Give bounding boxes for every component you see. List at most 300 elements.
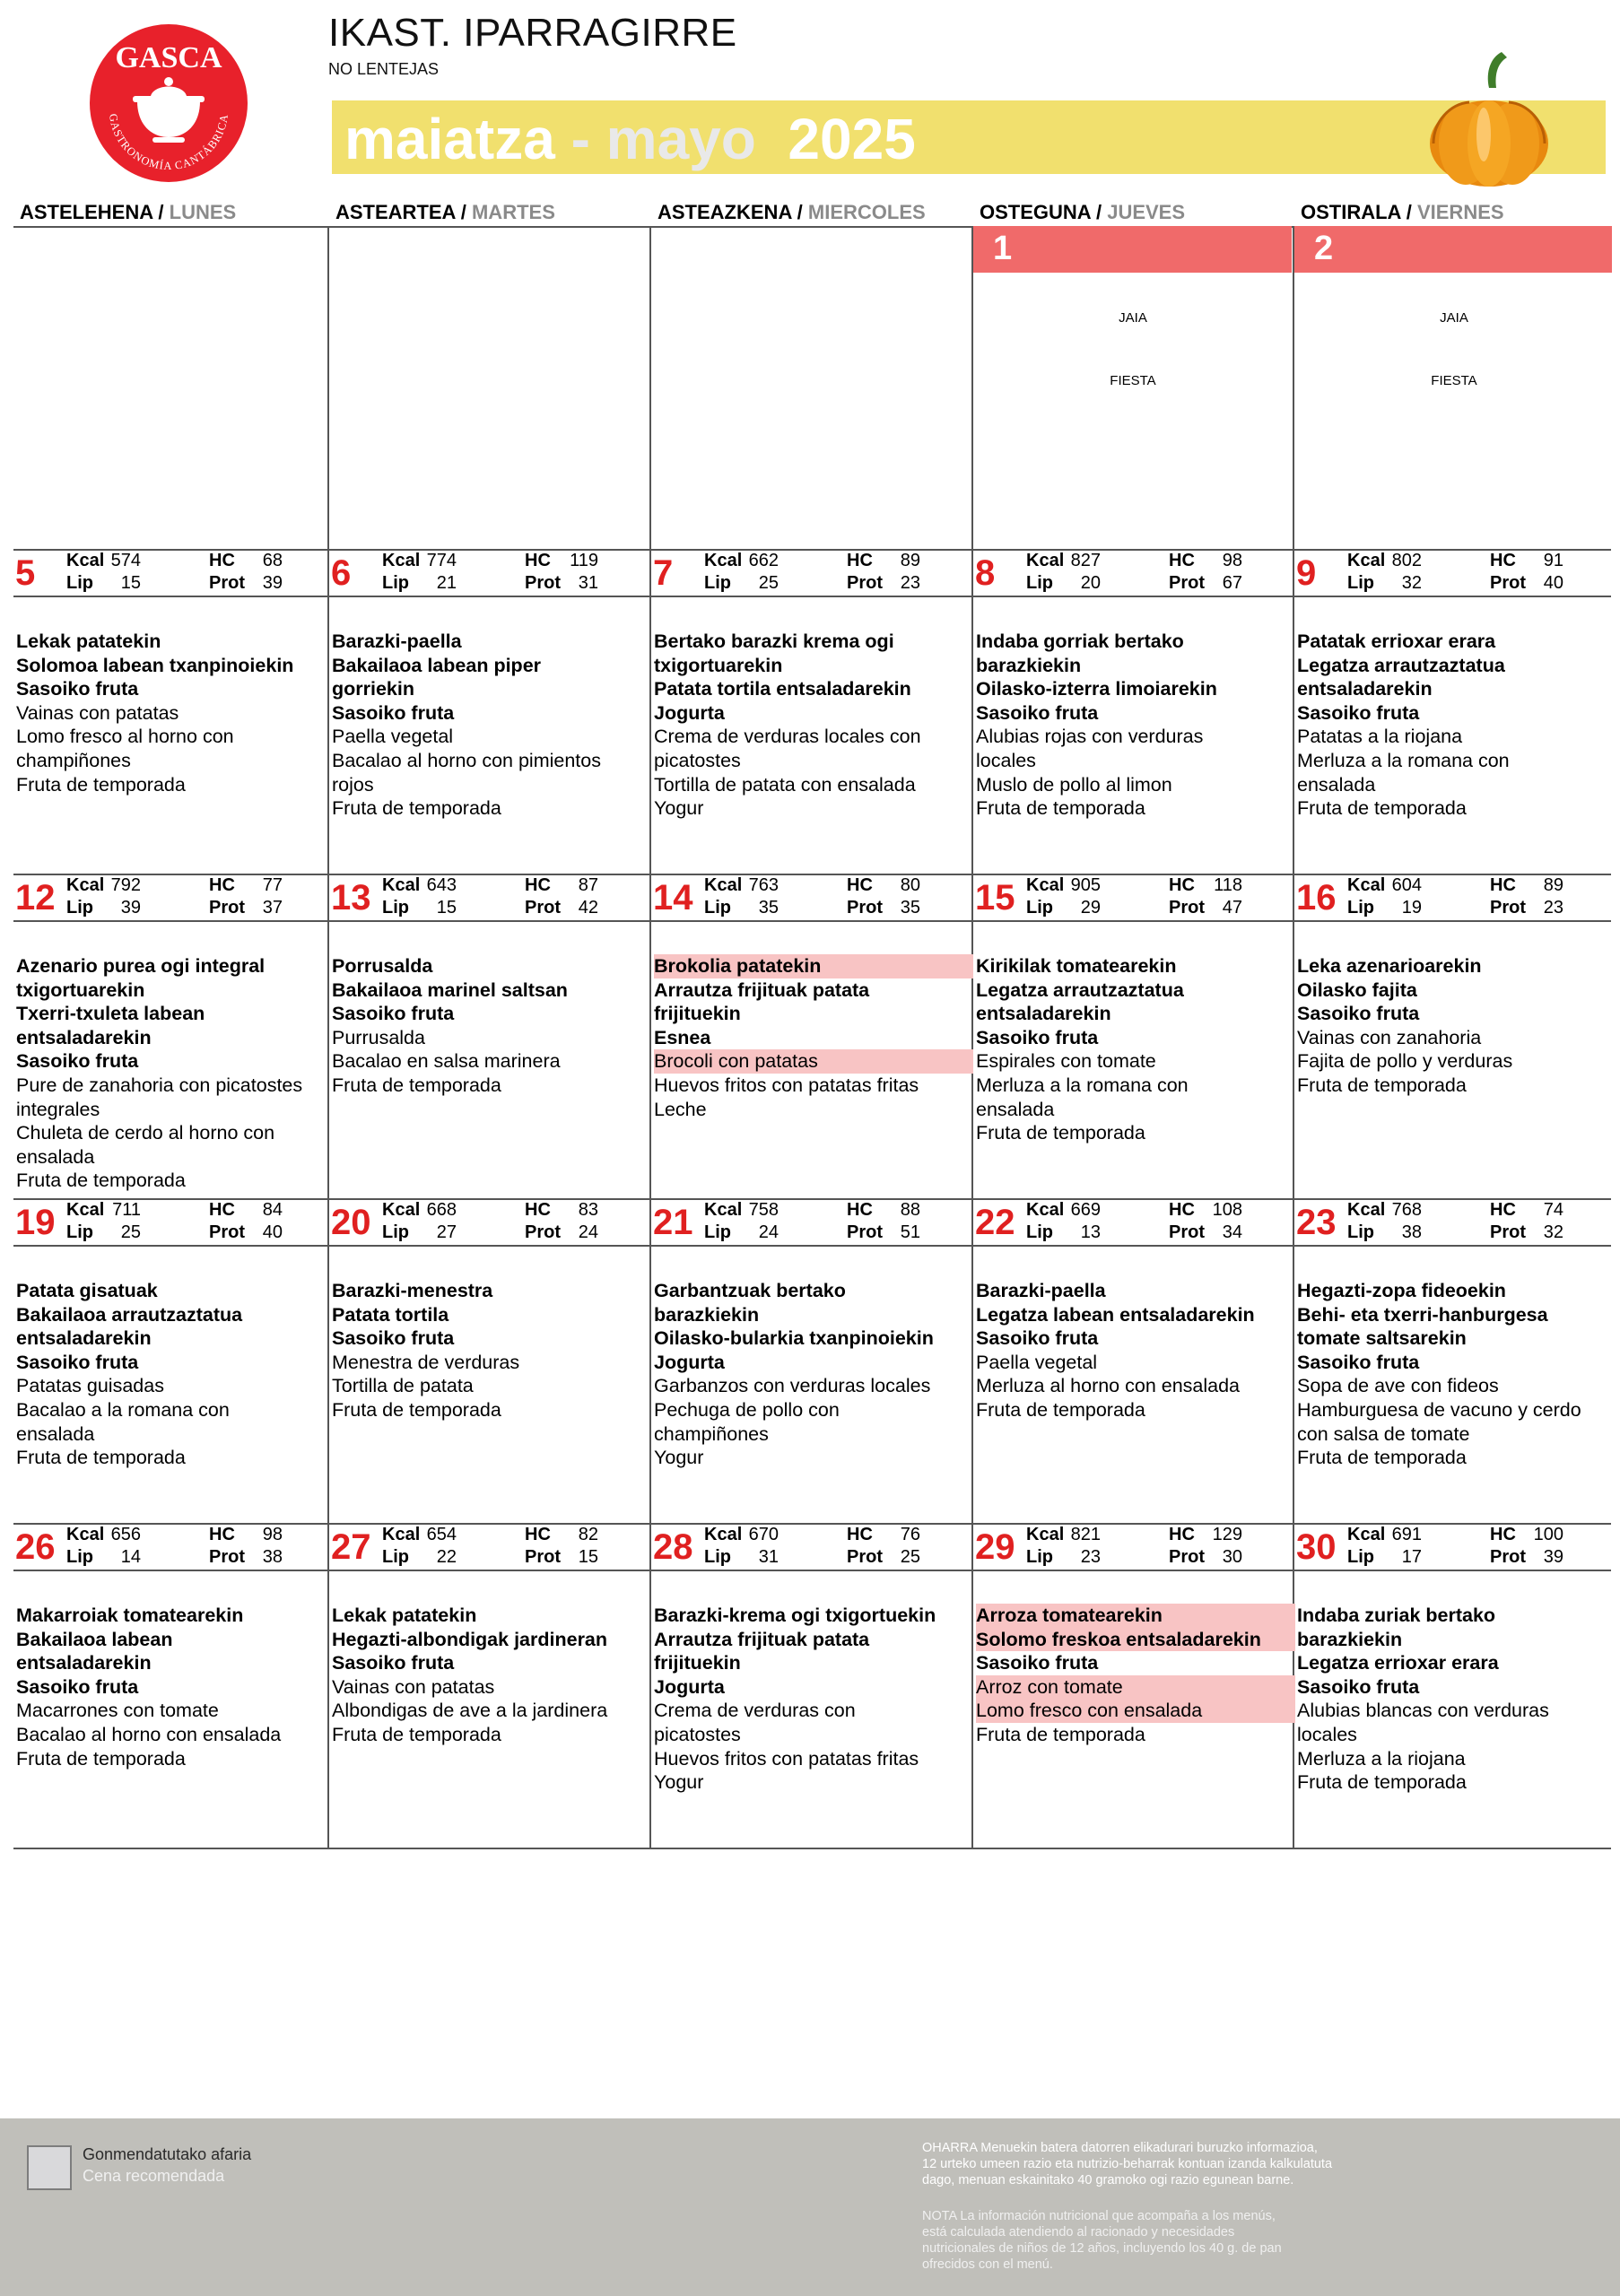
hc-value: 82 xyxy=(578,1525,598,1544)
prot-label: Prot xyxy=(209,1222,245,1242)
menu-line-eu: Oilasko fajita xyxy=(1297,978,1417,1001)
lip-value: 24 xyxy=(758,1222,779,1242)
hc-label: HC xyxy=(209,551,235,570)
menu-line-es: Sopa de ave con fideos xyxy=(1297,1375,1499,1397)
prot-label: Prot xyxy=(209,898,245,918)
menu-line-eu: Barazki-krema ogi txigortuekin xyxy=(654,1605,936,1626)
kcal-value: 643 xyxy=(426,875,457,895)
menu-line-eu: Sasoiko fruta xyxy=(976,701,1099,724)
prot-label: Prot xyxy=(1169,1222,1205,1242)
day-number: 1 xyxy=(993,230,1013,267)
date-number: 9 xyxy=(1296,553,1317,593)
menu-line-eu: Jogurta xyxy=(654,701,725,724)
date-number: 7 xyxy=(653,553,674,593)
holiday-eu: JAIA xyxy=(1440,310,1468,326)
day-number: 2 xyxy=(1314,230,1334,267)
weekday-eu: ASTEARTEA xyxy=(335,201,456,223)
kcal-value: 821 xyxy=(1070,1525,1101,1544)
menu-line-es: champiñones xyxy=(16,749,131,771)
kcal-value: 656 xyxy=(110,1525,141,1544)
hc-label: HC xyxy=(847,1200,873,1220)
day-menu xyxy=(654,954,973,1121)
kcal-value: 670 xyxy=(748,1525,779,1544)
hc-label: HC xyxy=(525,551,551,570)
menu-subtitle: NO LENTEJAS xyxy=(328,60,440,78)
menu-line-eu: entsaladarekin xyxy=(16,1026,152,1048)
menu-line-es: Hamburguesa de vacuno y cerdo xyxy=(1297,1398,1581,1421)
menu-line-eu: Sasoiko fruta xyxy=(332,1327,455,1350)
prot-label: Prot xyxy=(847,1222,883,1242)
day-menu xyxy=(332,1604,651,1747)
menu-line-eu: txigortuarekin xyxy=(654,654,783,676)
day-menu xyxy=(976,954,1295,1145)
menu-line-es: Albondigas de ave a la jardinera xyxy=(332,1700,608,1722)
prot-label: Prot xyxy=(1169,1547,1205,1567)
date-number: 13 xyxy=(331,878,371,918)
kcal-label: Kcal xyxy=(382,551,421,570)
prot-value: 25 xyxy=(900,1547,920,1567)
menu-line-eu: Kirikilak tomatearekin xyxy=(976,955,1177,977)
month-sep: - xyxy=(554,107,606,171)
menu-line-eu: Barazki-paella xyxy=(976,1280,1106,1301)
kcal-value: 604 xyxy=(1391,875,1422,895)
menu-line-eu: Legatza labean entsaladarekin xyxy=(976,1303,1255,1326)
menu-line-eu: Leka azenarioarekin xyxy=(1297,955,1482,977)
menu-line-eu: barazkiekin xyxy=(1297,1628,1403,1650)
hc-label: HC xyxy=(1169,1200,1195,1220)
menu-line-es: Bacalao al horno con ensalada xyxy=(16,1723,282,1745)
menu-line-es: Fruta de temporada xyxy=(16,773,186,796)
holiday-es: FIESTA xyxy=(1110,373,1156,388)
day-menu xyxy=(654,1604,973,1795)
weekday-es: MIERCOLES xyxy=(807,201,926,223)
menu-line-es: Huevos fritos con patatas fritas xyxy=(654,1747,919,1770)
prot-value: 34 xyxy=(1222,1222,1242,1242)
kcal-label: Kcal xyxy=(66,551,105,570)
menu-line-eu: entsaladarekin xyxy=(16,1327,152,1350)
menu-line-es: ensalada xyxy=(16,1422,95,1445)
date-number: 8 xyxy=(975,553,996,593)
hc-value: 68 xyxy=(262,551,283,570)
menu-line-eu: entsaladarekin xyxy=(16,1652,152,1674)
hc-value: 100 xyxy=(1533,1525,1563,1544)
hc-value: 80 xyxy=(900,875,920,895)
menu-line-eu: Oilasko-izterra limoiarekin xyxy=(976,678,1217,700)
kcal-label: Kcal xyxy=(66,875,105,895)
kcal-value: 654 xyxy=(426,1525,457,1544)
menu-line-es: Fruta de temporada xyxy=(332,1074,501,1096)
hc-label: HC xyxy=(1169,1525,1195,1544)
menu-line-eu: Sasoiko fruta xyxy=(1297,701,1420,724)
lip-label: Lip xyxy=(1347,1222,1374,1242)
lip-label: Lip xyxy=(382,898,409,918)
menu-line-eu: Porrusalda xyxy=(332,955,433,977)
kcal-label: Kcal xyxy=(704,551,743,570)
prot-value: 24 xyxy=(578,1222,598,1242)
menu-line-eu: Solomo freskoa entsaladarekin xyxy=(976,1628,1295,1652)
menu-line-eu: Solomoa labean txanpinoiekin xyxy=(16,654,294,676)
kcal-label: Kcal xyxy=(704,1200,743,1220)
date-number: 29 xyxy=(975,1527,1015,1567)
lip-value: 13 xyxy=(1080,1222,1101,1242)
kcal-label: Kcal xyxy=(1026,875,1065,895)
menu-line-eu: frijituekin xyxy=(654,1652,741,1674)
lip-value: 15 xyxy=(436,898,457,918)
lip-label: Lip xyxy=(704,1547,731,1567)
menu-line-eu: Sasoiko fruta xyxy=(16,1675,139,1698)
month-banner xyxy=(332,100,1606,174)
weekday-es: VIERNES xyxy=(1416,201,1504,223)
lip-label: Lip xyxy=(66,1547,93,1567)
menu-line-eu: tomate saltsarekin xyxy=(1297,1327,1467,1350)
weekday-header xyxy=(1301,201,1504,224)
menu-line-es: Pechuga de pollo con xyxy=(654,1398,840,1421)
weekday-sep: / xyxy=(791,201,808,223)
hc-value: 88 xyxy=(900,1200,920,1220)
menu-line-eu: Sasoiko fruta xyxy=(16,678,139,700)
menu-line-es: Fruta de temporada xyxy=(1297,797,1467,820)
kcal-label: Kcal xyxy=(1026,1525,1065,1544)
lip-value: 39 xyxy=(120,898,141,918)
weekday-es: JUEVES xyxy=(1107,201,1186,223)
kcal-label: Kcal xyxy=(1347,1525,1386,1544)
lip-value: 14 xyxy=(120,1547,141,1567)
lip-label: Lip xyxy=(382,1222,409,1242)
weekday-sep: / xyxy=(1090,201,1108,223)
kcal-label: Kcal xyxy=(704,875,743,895)
menu-line-eu: Lekak patatekin xyxy=(332,1605,477,1626)
day-menu xyxy=(332,954,651,1098)
menu-line-eu: Legatza arrautzaztatua xyxy=(1297,654,1505,676)
menu-line-es: Fruta de temporada xyxy=(1297,1074,1467,1096)
day-menu xyxy=(976,1279,1295,1422)
prot-value: 39 xyxy=(1543,1547,1563,1567)
menu-line-es: Fruta de temporada xyxy=(16,1170,186,1192)
menu-line-eu: Hegazti-zopa fideoekin xyxy=(1297,1280,1506,1301)
pumpkin-illustration xyxy=(1426,45,1552,188)
menu-line-eu: Sasoiko fruta xyxy=(332,701,455,724)
menu-line-es: Brocoli con patatas xyxy=(654,1049,973,1074)
menu-line-es: con salsa de tomate xyxy=(1297,1422,1470,1445)
hc-label: HC xyxy=(525,1200,551,1220)
menu-line-es: Merluza a la romana con xyxy=(976,1074,1189,1096)
hc-label: HC xyxy=(847,551,873,570)
hc-value: 74 xyxy=(1543,1200,1563,1220)
hc-value: 89 xyxy=(900,551,920,570)
kcal-value: 802 xyxy=(1391,551,1422,570)
menu-line-eu: Sasoiko fruta xyxy=(1297,1351,1420,1373)
menu-line-es: Fruta de temporada xyxy=(16,1747,186,1770)
kcal-value: 669 xyxy=(1070,1200,1101,1220)
prot-value: 31 xyxy=(578,573,598,593)
menu-line-es: rojos xyxy=(332,773,374,796)
lip-value: 32 xyxy=(1401,573,1422,593)
kcal-value: 662 xyxy=(748,551,779,570)
month-eu: maiatza xyxy=(344,107,555,171)
lip-label: Lip xyxy=(1026,1547,1053,1567)
menu-line-es: Menestra de verduras xyxy=(332,1351,520,1373)
prot-label: Prot xyxy=(847,573,883,593)
day-menu xyxy=(16,630,335,796)
hc-value: 98 xyxy=(1222,551,1242,570)
menu-line-es: Paella vegetal xyxy=(332,726,454,748)
menu-line-eu: barazkiekin xyxy=(654,1303,760,1326)
day-menu xyxy=(16,1604,335,1770)
hc-value: 118 xyxy=(1214,875,1242,895)
prot-value: 40 xyxy=(262,1222,283,1242)
menu-line-es: Fruta de temporada xyxy=(976,1398,1145,1421)
menu-line-eu: Bakailaoa marinel saltsan xyxy=(332,978,568,1001)
prot-value: 51 xyxy=(900,1222,920,1242)
menu-line-es: ensalada xyxy=(1297,773,1376,796)
date-number: 6 xyxy=(331,553,352,593)
menu-line-eu: Patata tortila entsaladarekin xyxy=(654,678,911,700)
menu-line-es: Leche xyxy=(654,1098,707,1120)
prot-label: Prot xyxy=(209,1547,245,1567)
prot-value: 42 xyxy=(578,898,598,918)
prot-value: 40 xyxy=(1543,573,1563,593)
menu-line-es: Fruta de temporada xyxy=(332,1723,501,1745)
weekday-sep: / xyxy=(152,201,170,223)
menu-line-es: Vainas con patatas xyxy=(332,1675,495,1698)
menu-line-es: Yogur xyxy=(654,797,704,820)
hc-label: HC xyxy=(209,1525,235,1544)
menu-line-es: Lomo fresco al horno con xyxy=(16,726,234,748)
day-menu xyxy=(976,630,1295,821)
hc-label: HC xyxy=(1490,551,1516,570)
kcal-label: Kcal xyxy=(66,1525,105,1544)
menu-line-es: Garbanzos con verduras locales xyxy=(654,1375,931,1397)
menu-line-es: picatostes xyxy=(654,1723,741,1745)
weekday-eu: ASTEAZKENA xyxy=(658,201,792,223)
menu-line-es: Fruta de temporada xyxy=(976,797,1145,820)
month-es: mayo xyxy=(605,107,756,171)
menu-line-es: Merluza a la riojana xyxy=(1297,1747,1466,1770)
menu-line-es: Bacalao en salsa marinera xyxy=(332,1050,561,1073)
menu-line-eu: Patata tortila xyxy=(332,1303,449,1326)
hc-value: 87 xyxy=(578,875,598,895)
menu-line-es: picatostes xyxy=(654,749,741,771)
lip-value: 27 xyxy=(436,1222,457,1242)
legend-eu: Gonmendatutako afaria xyxy=(83,2145,252,2163)
gasca-logo xyxy=(88,22,249,184)
menu-line-eu: barazkiekin xyxy=(976,654,1082,676)
menu-line-es: Patatas a la riojana xyxy=(1297,726,1463,748)
menu-line-es: Bacalao al horno con pimientos xyxy=(332,749,601,771)
kcal-value: 711 xyxy=(112,1200,141,1220)
date-number: 5 xyxy=(15,553,36,593)
note-eu: OHARRA Menuekin batera datorren elikadurari buruzko informazioa, 12 urteko umeen razio eta nutrizio-beharrak kontuan izanda kalkulatuta dago, menuan eskainitako 40 gramoko ogi razio egunean barne. xyxy=(922,2141,1333,2187)
menu-line-eu: Sasoiko fruta xyxy=(976,1026,1099,1048)
hc-label: HC xyxy=(209,1200,235,1220)
prot-label: Prot xyxy=(1490,898,1526,918)
prot-label: Prot xyxy=(525,573,561,593)
lip-label: Lip xyxy=(704,898,731,918)
menu-line-eu: Legatza errioxar erara xyxy=(1297,1652,1499,1674)
kcal-value: 827 xyxy=(1070,551,1101,570)
menu-line-es: Fruta de temporada xyxy=(976,1723,1145,1745)
day-menu xyxy=(1297,1279,1616,1470)
prot-value: 32 xyxy=(1543,1222,1563,1242)
lip-label: Lip xyxy=(1347,573,1374,593)
prot-value: 67 xyxy=(1222,573,1242,593)
kcal-label: Kcal xyxy=(704,1525,743,1544)
date-number: 15 xyxy=(975,878,1015,918)
lip-label: Lip xyxy=(1347,898,1374,918)
menu-line-es: champiñones xyxy=(654,1422,769,1445)
menu-line-es: Patatas guisadas xyxy=(16,1375,164,1397)
date-number: 19 xyxy=(15,1203,56,1242)
kcal-label: Kcal xyxy=(1347,551,1386,570)
prot-value: 38 xyxy=(262,1547,283,1567)
menu-line-es: Huevos fritos con patatas fritas xyxy=(654,1074,919,1096)
prot-value: 30 xyxy=(1222,1547,1242,1567)
weekday-sep: / xyxy=(1400,201,1417,223)
row-bottom-rule xyxy=(13,1570,1611,1571)
kcal-value: 758 xyxy=(748,1200,779,1220)
legend-swatch xyxy=(27,2145,72,2190)
lip-value: 22 xyxy=(436,1547,457,1567)
prot-label: Prot xyxy=(1490,1547,1526,1567)
day-menu xyxy=(1297,1604,1616,1795)
menu-line-eu: Txerri-txuleta labean xyxy=(16,1003,205,1025)
kcal-value: 668 xyxy=(426,1200,457,1220)
hc-value: 83 xyxy=(578,1200,598,1220)
menu-line-eu: Barazki-paella xyxy=(332,631,462,652)
menu-line-eu: Jogurta xyxy=(654,1351,725,1373)
weekday-header xyxy=(980,201,1185,224)
kcal-value: 792 xyxy=(110,875,141,895)
menu-line-eu: Bakailaoa labean piper xyxy=(332,654,542,676)
menu-line-es: Fruta de temporada xyxy=(976,1122,1145,1144)
kcal-value: 574 xyxy=(110,551,141,570)
prot-value: 15 xyxy=(578,1547,598,1567)
prot-label: Prot xyxy=(525,1547,561,1567)
lip-label: Lip xyxy=(1347,1547,1374,1567)
menu-line-es: Crema de verduras con xyxy=(654,1700,856,1722)
menu-line-es: Alubias blancas con verduras xyxy=(1297,1700,1549,1722)
date-number: 12 xyxy=(15,878,56,918)
menu-line-eu: Makarroiak tomatearekin xyxy=(16,1605,244,1626)
hc-label: HC xyxy=(525,875,551,895)
day-menu xyxy=(332,630,651,821)
day-menu xyxy=(976,1604,1295,1747)
kcal-value: 768 xyxy=(1391,1200,1422,1220)
lip-label: Lip xyxy=(1026,1222,1053,1242)
menu-line-es: Yogur xyxy=(654,1771,704,1794)
menu-line-es: Arroz con tomate xyxy=(976,1675,1295,1700)
menu-line-eu: Sasoiko fruta xyxy=(1297,1003,1420,1025)
prot-value: 35 xyxy=(900,898,920,918)
menu-line-eu: Sasoiko fruta xyxy=(1297,1675,1420,1698)
menu-line-es: Fruta de temporada xyxy=(1297,1447,1467,1469)
menu-line-eu: Brokolia patatekin xyxy=(654,954,973,978)
kcal-value: 691 xyxy=(1391,1525,1422,1544)
date-number: 27 xyxy=(331,1527,371,1567)
prot-label: Prot xyxy=(1169,573,1205,593)
legend-es: Cena recomendada xyxy=(83,2167,225,2185)
hc-value: 119 xyxy=(570,551,598,570)
menu-line-es: ensalada xyxy=(16,1145,95,1168)
menu-line-eu: gorriekin xyxy=(332,678,414,700)
hc-label: HC xyxy=(525,1525,551,1544)
menu-line-eu: Bakailaoa labean xyxy=(16,1628,173,1650)
menu-line-eu: entsaladarekin xyxy=(1297,678,1433,700)
weekday-header xyxy=(20,201,236,224)
menu-line-es: Fajita de pollo y verduras xyxy=(1297,1050,1513,1073)
day-bar-2 xyxy=(1294,226,1612,273)
row-bottom-rule xyxy=(13,1245,1611,1247)
prot-value: 39 xyxy=(262,573,283,593)
menu-line-eu: Jogurta xyxy=(654,1675,725,1698)
logo-text: GASCA xyxy=(115,41,222,74)
menu-line-es: Purrusalda xyxy=(332,1026,425,1048)
date-number: 22 xyxy=(975,1203,1015,1242)
menu-line-eu: Legatza arrautzaztatua xyxy=(976,978,1184,1001)
menu-line-es: Vainas con zanahoria xyxy=(1297,1026,1482,1048)
menu-line-es: Fruta de temporada xyxy=(1297,1771,1467,1794)
menu-line-eu: frijituekin xyxy=(654,1003,741,1025)
menu-line-eu: Sasoiko fruta xyxy=(16,1050,139,1073)
menu-line-es: integrales xyxy=(16,1098,100,1120)
menu-line-eu: Arrautza frijituak patata xyxy=(654,978,870,1001)
school-name: IKAST. IPARRAGIRRE xyxy=(328,11,737,55)
menu-line-eu: Hegazti-albondigak jardineran xyxy=(332,1628,608,1650)
kcal-value: 763 xyxy=(748,875,779,895)
lip-label: Lip xyxy=(704,573,731,593)
hc-value: 77 xyxy=(262,875,283,895)
lip-value: 20 xyxy=(1080,573,1101,593)
prot-label: Prot xyxy=(1490,1222,1526,1242)
menu-line-es: Macarrones con tomate xyxy=(16,1700,219,1722)
menu-line-eu: Patata gisatuak xyxy=(16,1280,158,1301)
lip-label: Lip xyxy=(66,573,93,593)
table-bottom-rule xyxy=(13,1848,1611,1849)
row-bottom-rule xyxy=(13,596,1611,597)
menu-line-eu: Lekak patatekin xyxy=(16,631,161,652)
menu-line-eu: Sasoiko fruta xyxy=(976,1652,1099,1674)
row-bottom-rule xyxy=(13,920,1611,922)
weekday-eu: ASTELEHENA xyxy=(20,201,153,223)
menu-line-eu: Sasoiko fruta xyxy=(332,1003,455,1025)
menu-line-eu: Indaba zuriak bertako xyxy=(1297,1605,1496,1626)
lip-label: Lip xyxy=(704,1222,731,1242)
hc-label: HC xyxy=(847,1525,873,1544)
day-bar-1 xyxy=(973,226,1292,273)
date-number: 16 xyxy=(1296,878,1337,918)
menu-line-eu: txigortuarekin xyxy=(16,978,145,1001)
weekday-es: LUNES xyxy=(169,201,237,223)
day-menu xyxy=(1297,630,1616,821)
menu-line-es: Tortilla de patata con ensalada xyxy=(654,773,916,796)
kcal-label: Kcal xyxy=(382,1200,421,1220)
prot-label: Prot xyxy=(525,898,561,918)
menu-line-eu: Sasoiko fruta xyxy=(16,1351,139,1373)
menu-line-es: Muslo de pollo al limon xyxy=(976,773,1172,796)
lip-value: 21 xyxy=(436,573,457,593)
lip-value: 25 xyxy=(120,1222,141,1242)
hc-label: HC xyxy=(1490,1200,1516,1220)
date-number: 30 xyxy=(1296,1527,1337,1567)
hc-label: HC xyxy=(1490,875,1516,895)
logo-subtext: GASTRONOMÍA CANTÁBRICA xyxy=(106,112,231,173)
menu-line-es: Merluza a la romana con xyxy=(1297,749,1510,771)
hc-value: 89 xyxy=(1543,875,1563,895)
lip-value: 38 xyxy=(1401,1222,1422,1242)
lip-value: 25 xyxy=(758,573,779,593)
menu-line-es: Bacalao a la romana con xyxy=(16,1398,230,1421)
menu-line-eu: Indaba gorriak bertako xyxy=(976,631,1184,652)
